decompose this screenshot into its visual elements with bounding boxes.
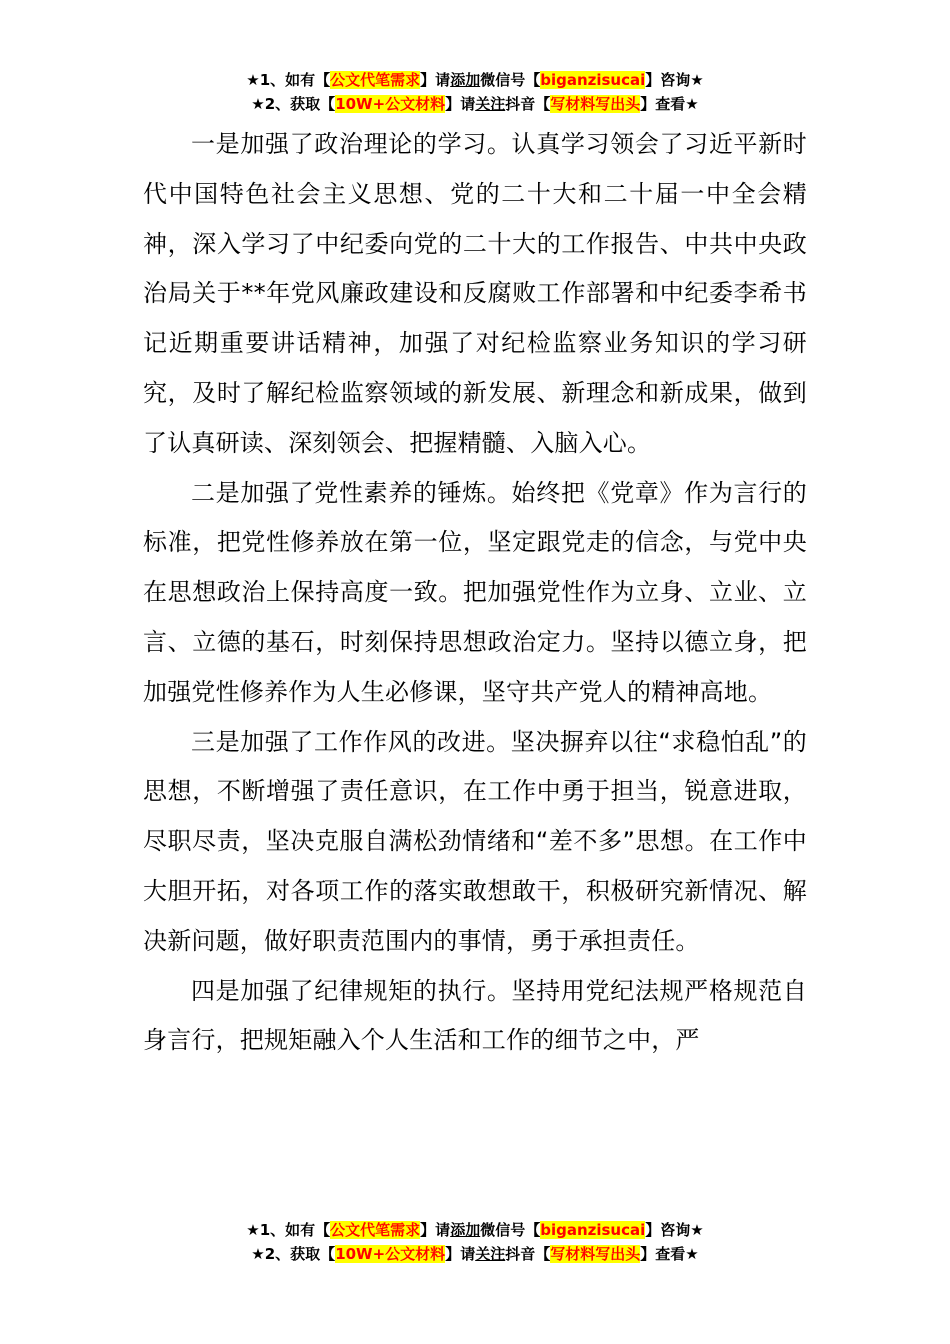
banner-line-1 xyxy=(0,68,950,92)
banner-text: 】咨询★ xyxy=(645,71,704,89)
banner-text: 】咨询★ xyxy=(645,1221,704,1239)
document-body xyxy=(143,120,807,1066)
banner-douyin-id: 写材料写出头 xyxy=(550,95,641,113)
banner-text: 微信号【 xyxy=(480,1221,541,1239)
banner-text: 】请 xyxy=(420,71,451,89)
paragraph-discipline: 四是加强了纪律规矩的执行。坚持用党纪法规严格规范自身言行，把规矩融入个人生活和工作的细节之中，严 xyxy=(143,976,807,1055)
banner-text: 】请 xyxy=(445,1245,476,1263)
banner-underlined: 添加 xyxy=(450,1221,481,1239)
banner-highlight: 公文代笔需求 xyxy=(330,71,421,89)
banner-text: 抖音【 xyxy=(505,1245,551,1263)
banner-text: 微信号【 xyxy=(480,71,541,89)
banner-wechat-id: biganzisucai xyxy=(540,71,646,89)
banner-wechat-id: biganzisucai xyxy=(540,1221,646,1239)
banner-text: ★2、获取【 xyxy=(251,95,336,113)
banner-text: ★1、如有【 xyxy=(246,1221,331,1239)
banner-text: 抖音【 xyxy=(505,95,551,113)
banner-highlight: 公文代笔需求 xyxy=(330,1221,421,1239)
banner-text: ★2、获取【 xyxy=(251,1245,336,1263)
banner-text: 】查看★ xyxy=(640,95,699,113)
banner-underlined: 关注 xyxy=(475,1245,506,1263)
paragraph-party-spirit: 二是加强了党性素养的锤炼。始终把《党章》作为言行的标准，把党性修养放在第一位，坚定跟党走的信念，与党中央在思想政治上保持高度一致。把加强党性作为立身、立业、立言、立德的基石，时刻保持思想政治定力。坚持以德立身，把加强党性修养作为人生必修课，坚守共产党人的精神高地。 xyxy=(143,478,807,706)
banner-line-1 xyxy=(0,1218,950,1242)
paragraph-work-style: 三是加强了工作作风的改进。坚决摒弃以往“求稳怕乱”的思想，不断增强了责任意识，在工作中勇于担当，锐意进取，尽职尽责，坚决克服自满松劲情绪和“差不多”思想。在工作中大胆开拓，对各项工作的落实敢想敢干，积极研究新情况、解决新问题，做好职责范围内的事情，勇于承担责任。 xyxy=(143,727,807,955)
banner-line-2 xyxy=(0,1242,950,1266)
footer-banner xyxy=(0,1218,950,1266)
banner-underlined: 添加 xyxy=(450,71,481,89)
banner-text: 】请 xyxy=(445,95,476,113)
banner-line-2 xyxy=(0,92,950,116)
paragraph-political-theory: 一是加强了政治理论的学习。认真学习领会了习近平新时代中国特色社会主义思想、党的二十大和二十届一中全会精神，深入学习了中纪委向党的二十大的工作报告、中共中央政治局关于**年党风廉政建设和反腐败工作部署和中纪委李希书记近期重要讲话精神，加强了对纪检监察业务知识的学习研究，及时了解纪检监察领域的新发展、新理念和新成果，做到了认真研读、深刻领会、把握精髓、入脑入心。 xyxy=(143,130,807,457)
banner-douyin-id: 写材料写出头 xyxy=(550,1245,641,1263)
banner-underlined: 关注 xyxy=(475,95,506,113)
banner-highlight: 10W+公文材料 xyxy=(335,1245,446,1263)
banner-text: 】请 xyxy=(420,1221,451,1239)
banner-highlight: 10W+公文材料 xyxy=(335,95,446,113)
banner-text: 】查看★ xyxy=(640,1245,699,1263)
header-banner xyxy=(0,68,950,116)
banner-text: ★1、如有【 xyxy=(246,71,331,89)
